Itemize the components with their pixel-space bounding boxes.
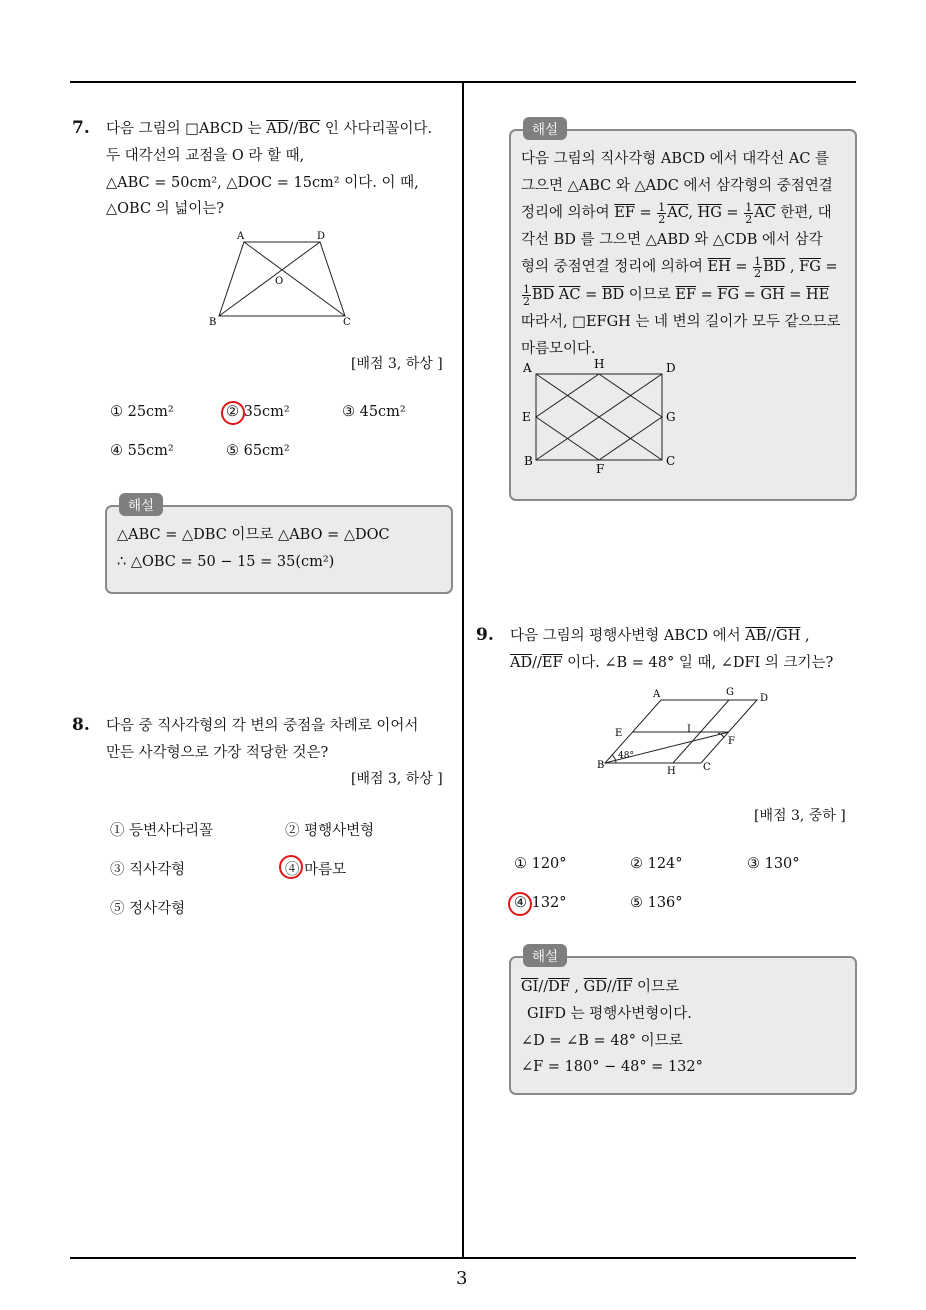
q7-label-o: O bbox=[275, 276, 284, 287]
q9-explanation-line4: ∠F = 180° − 48° = 132° bbox=[521, 1059, 703, 1075]
q9-choice-1[interactable]: ① 120° bbox=[514, 856, 567, 872]
q8-label-g: G bbox=[666, 410, 676, 424]
q8-choice-1[interactable]: ① 등변사다리꼴 bbox=[110, 823, 214, 839]
q7-choice-5[interactable]: ⑤ 65cm² bbox=[226, 443, 290, 459]
q8-choice-2[interactable]: ② 평행사변형 bbox=[285, 823, 375, 839]
page-number: 3 bbox=[456, 1268, 468, 1289]
q7-choice-4[interactable]: ④ 55cm² bbox=[110, 443, 174, 459]
q9-stem-line2: $\overline{AD}//\overline{EF}$ 이다. ∠B = 48° 일 때, ∠DFI 의 크기는? bbox=[510, 655, 834, 671]
q9-label-i: I bbox=[687, 724, 691, 735]
q7-explanation-line2: ∴ △OBC = 50 − 15 = 35(cm²) bbox=[117, 554, 335, 570]
q8-stem-line2: 만든 사각형으로 가장 적당한 것은? bbox=[106, 745, 329, 761]
q7-stem-line2: 두 대각선의 교점을 O 라 할 때, bbox=[106, 148, 305, 164]
q9-parallelogram-figure bbox=[594, 684, 774, 780]
q8-answer-circle bbox=[279, 855, 303, 879]
half-fraction: $\frac{1}{2}$ bbox=[745, 200, 753, 226]
q8-explanation-line6: $\frac{1}{2}$ $\overline{BD}$ $\overline{AC} = \overline{BD}$ 이므로 $\overline{EF} = \overline{FG} = \overline{GH} = \overline{HE}$ bbox=[523, 282, 830, 308]
q7-choice-2[interactable]: ② 35cm² bbox=[226, 404, 290, 420]
q9-number: 9. bbox=[476, 625, 494, 645]
q8-label-d: D bbox=[666, 361, 676, 375]
q7-choice-3[interactable]: ③ 45cm² bbox=[342, 404, 406, 420]
q8-label-a: A bbox=[523, 361, 532, 375]
column-divider bbox=[462, 82, 464, 1259]
q8-choice-4[interactable]: ④ 마름모 bbox=[285, 862, 347, 878]
q8-label-f: F bbox=[596, 462, 605, 476]
q9-choice-3[interactable]: ③ 130° bbox=[747, 856, 800, 872]
q8-explanation-line1: 다음 그림의 직사각형 ABCD 에서 대각선 AC 를 bbox=[521, 151, 830, 167]
q9-choice-5[interactable]: ⑤ 136° bbox=[630, 895, 683, 911]
q8-explanation-tag: 해설 bbox=[523, 117, 567, 140]
q8-explanation-line4: 각선 BD 를 그으면 △ABD 와 △CDB 에서 삼각 bbox=[521, 232, 823, 248]
q8-choice-3[interactable]: ③ 직사각형 bbox=[110, 862, 186, 878]
q8-label-b: B bbox=[524, 454, 533, 468]
q8-explanation-line7: 따라서, □EFGH 는 네 변의 길이가 모두 같으므로 bbox=[521, 314, 841, 330]
q7-explanation-tag: 해설 bbox=[119, 493, 163, 516]
q7-label-b: B bbox=[209, 317, 217, 328]
q9-explanation-line2: GIFD 는 평행사변형이다. bbox=[527, 1006, 692, 1022]
q8-score: [배점 3, 하상 ] bbox=[351, 771, 443, 787]
q9-explanation-line1: $\overline{GI}//\overline{DF}$ , $\overline{GD}//\overline{IF}$ 이므로 bbox=[521, 979, 680, 995]
q7-label-c: C bbox=[343, 317, 351, 328]
q9-choice-4[interactable]: ④ 132° bbox=[514, 895, 567, 911]
q9-label-e: E bbox=[615, 728, 623, 739]
q9-label-f: F bbox=[728, 736, 735, 747]
q9-label-c: C bbox=[703, 762, 711, 773]
q9-explanation-tag: 해설 bbox=[523, 944, 567, 967]
half-fraction: $\frac{1}{2}$ bbox=[754, 254, 762, 280]
q8-explanation-line5: 형의 중점연결 정리에 의하여 $\overline{EH}$ = $\frac{1}{2}$ $\overline{BD}$ , $\overline{FG}$ = bbox=[521, 254, 838, 280]
q8-explanation-line3: 정리에 의하여 $\overline{EF}$ = $\frac{1}{2}$ $\overline{AC}$, $\overline{HG}$ = $\frac{1}{2}$ $\overline{AC}$ 한편, 대 bbox=[521, 200, 832, 226]
q9-explanation-line3: ∠D = ∠B = 48° 이므로 bbox=[521, 1033, 683, 1049]
q8-stem-line1: 다음 중 직사각형의 각 변의 중점을 차례로 이어서 bbox=[106, 718, 419, 734]
q9-label-h: H bbox=[667, 766, 676, 777]
q7-label-d: D bbox=[317, 231, 326, 242]
q8-choice-5[interactable]: ⑤ 정사각형 bbox=[110, 901, 186, 917]
q7-answer-circle bbox=[221, 401, 245, 425]
q7-explanation-line1: △ABC = △DBC 이므로 △ABO = △DOC bbox=[117, 527, 390, 543]
bottom-rule bbox=[70, 1257, 856, 1259]
q8-number: 8. bbox=[72, 715, 90, 735]
q7-choice-1[interactable]: ① 25cm² bbox=[110, 404, 174, 420]
q9-choice-2[interactable]: ② 124° bbox=[630, 856, 683, 872]
half-fraction: $\frac{1}{2}$ bbox=[658, 200, 666, 226]
q9-label-angle: 48° bbox=[618, 751, 634, 761]
q8-explanation-line8: 마름모이다. bbox=[521, 341, 596, 357]
q8-label-h: H bbox=[594, 357, 605, 371]
q7-stem-line4: △OBC 의 넓이는? bbox=[106, 201, 225, 217]
q7-stem-line1: 다음 그림의 □ABCD 는 $\overline{AD}//\overline{BC}$ 인 사다리꼴이다. bbox=[106, 121, 433, 137]
q7-stem-line3: △ABC = 50cm², △DOC = 15cm² 이다. 이 때, bbox=[106, 175, 419, 191]
half-fraction: $\frac{1}{2}$ bbox=[523, 282, 530, 308]
q8-label-e: E bbox=[522, 410, 531, 424]
q7-label-a: A bbox=[237, 231, 245, 242]
q9-score: [배점 3, 중하 ] bbox=[754, 808, 846, 824]
q9-label-a: A bbox=[653, 689, 661, 700]
q9-label-b: B bbox=[597, 760, 605, 771]
q8-rectangle-figure bbox=[518, 355, 698, 477]
q7-number: 7. bbox=[72, 118, 90, 138]
q7-score: [배점 3, 하상 ] bbox=[351, 356, 443, 372]
q8-explanation-line2: 그으면 △ABC 와 △ADC 에서 삼각형의 중점연결 bbox=[521, 178, 833, 194]
q8-label-c: C bbox=[666, 454, 676, 468]
q7-trapezoid-figure bbox=[200, 228, 370, 330]
q9-stem-line1: 다음 그림의 평행사변형 ABCD 에서 $\overline{AB}//\overline{GH}$ , bbox=[510, 628, 810, 644]
q9-answer-circle bbox=[508, 892, 532, 916]
q9-label-d: D bbox=[760, 693, 769, 704]
q9-label-g: G bbox=[726, 687, 734, 698]
